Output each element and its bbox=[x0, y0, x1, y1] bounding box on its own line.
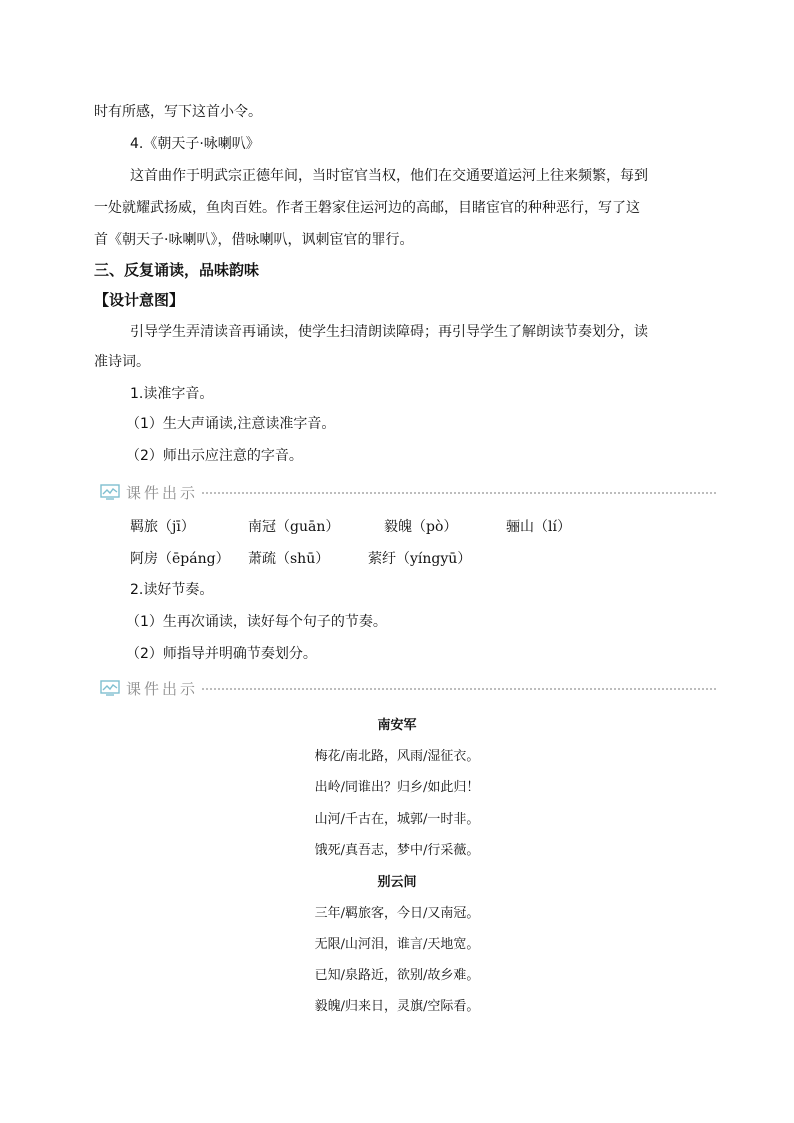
poem-line: 三年/羁旅客，今日/又南冠。 bbox=[314, 906, 480, 921]
item-4-heading: 4.《朝天子·咏喇叭》 bbox=[130, 136, 260, 152]
courseware-label: 课件出示 bbox=[126, 483, 199, 502]
slideshow-icon bbox=[100, 484, 120, 500]
courseware-label: 课件出示 bbox=[126, 679, 199, 698]
slideshow-icon bbox=[100, 680, 120, 696]
poem-line: 饿死/真吾志，梦中/行采薇。 bbox=[314, 843, 480, 858]
poem-line: 山河/千古在，城郭/一时非。 bbox=[314, 812, 480, 827]
pinyin-entry: 阿房（ēpáng） bbox=[130, 551, 230, 567]
item-4-paragraph-line: 首《朝天子·咏喇叭》，借咏喇叭，讽刺宦官的罪行。 bbox=[94, 232, 414, 248]
design-intent-text: 引导学生弄清读音再诵读，使学生扫清朗读障碍；再引导学生了解朗读节奏划分，读 bbox=[130, 324, 648, 340]
step-1-sub-a: （1）生大声诵读,注意读准字音。 bbox=[126, 416, 336, 432]
pinyin-entry: 毅魄（pò） bbox=[384, 519, 458, 535]
step-2-sub-b: （2）师指导并明确节奏划分。 bbox=[126, 646, 317, 662]
poem-line: 出岭/同谁出？归乡/如此归！ bbox=[314, 780, 480, 795]
design-intent-text: 准诗词。 bbox=[94, 354, 150, 370]
dotted-divider bbox=[202, 492, 716, 494]
item-4-paragraph-line: 这首曲作于明武宗正德年间，当时宦官当权，他们在交通要道运河上往来频繁，每到 bbox=[130, 168, 648, 184]
paragraph-tail: 时有所感，写下这首小令。 bbox=[94, 104, 262, 120]
poem-line: 梅花/南北路，风雨/湿征衣。 bbox=[314, 749, 480, 764]
step-1-sub-b: （2）师出示应注意的字音。 bbox=[126, 448, 303, 464]
step-2-sub-a: （1）生再次诵读，读好每个句子的节奏。 bbox=[126, 614, 387, 630]
step-1-heading: 1.读准字音。 bbox=[130, 386, 214, 402]
poem-title: 别云间 bbox=[377, 875, 417, 890]
pinyin-entry: 骊山（lí） bbox=[506, 519, 571, 535]
item-4-paragraph-line: 一处就耀武扬威，鱼肉百姓。作者王磐家住运河边的高邮，目睹宦官的种种恶行，写了这 bbox=[94, 200, 640, 216]
poem-line: 毅魄/归来日，灵旗/空际看。 bbox=[314, 999, 480, 1014]
poem-title: 南安军 bbox=[377, 718, 417, 733]
design-intent-label: 【设计意图】 bbox=[94, 291, 185, 309]
dotted-divider bbox=[202, 688, 716, 690]
courseware-banner bbox=[100, 480, 716, 504]
poem-line: 已知/泉路近，欲别/故乡难。 bbox=[314, 968, 480, 983]
pinyin-entry: 南冠（guān） bbox=[248, 519, 340, 535]
section-heading: 三、反复诵读，品味韵味 bbox=[94, 261, 260, 279]
step-2-heading: 2.读好节奏。 bbox=[130, 582, 214, 598]
courseware-banner bbox=[100, 676, 716, 700]
poem-line: 无限/山河泪，谁言/天地宽。 bbox=[314, 937, 480, 952]
pinyin-entry: 萦纡（yíngyū） bbox=[368, 551, 472, 567]
pinyin-entry: 萧疏（shū） bbox=[248, 551, 330, 567]
pinyin-entry: 羁旅（jī） bbox=[130, 519, 195, 535]
